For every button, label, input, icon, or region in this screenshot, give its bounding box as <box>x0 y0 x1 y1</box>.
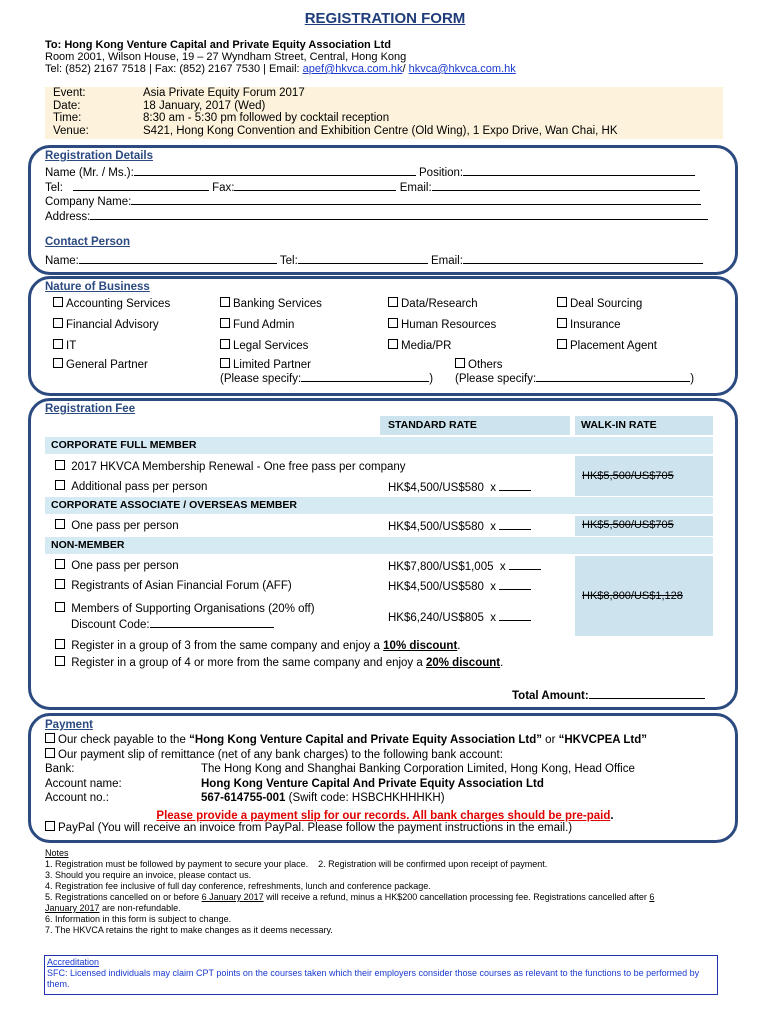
account-name-label: Account name: <box>45 778 122 790</box>
assoc-price: HK$4,500/US$580 x <box>388 519 531 533</box>
checkbox-legal-services[interactable]: Legal Services <box>220 339 308 352</box>
checkbox-icon <box>557 297 567 307</box>
event-info <box>45 87 723 139</box>
company-row: Company Name: <box>45 194 701 208</box>
accreditation-title: Accreditation <box>47 957 100 967</box>
checkbox-icon <box>53 339 63 349</box>
checkbox-icon <box>55 639 65 649</box>
checkbox-icon <box>55 559 65 569</box>
contact-name-field[interactable] <box>79 253 277 264</box>
name-field[interactable] <box>134 165 416 176</box>
checkbox-icon <box>53 318 63 328</box>
checkbox-supporting-orgs[interactable]: Members of Supporting Organisations (20% off) <box>55 602 315 615</box>
checkbox-icon <box>45 821 55 831</box>
address-field[interactable] <box>90 209 708 220</box>
standard-rate-header: STANDARD RATE <box>380 416 570 435</box>
checkbox-icon <box>557 339 567 349</box>
aff-price: HK$4,500/US$580 x <box>388 579 531 593</box>
specify-lp: (Please specify: ) <box>220 373 434 385</box>
checkbox-deal-sourcing[interactable]: Deal Sourcing <box>557 297 642 310</box>
time-label: Time: <box>53 112 82 124</box>
checkbox-aff[interactable]: Registrants of Asian Financial Forum (AFF) <box>55 579 292 592</box>
specify-lp-field[interactable] <box>301 371 429 382</box>
account-name-value: Hong Kong Venture Capital And Private Equity Association Ltd <box>201 778 544 790</box>
payment-warning: Please provide a payment slip for our records. All bank charges should be pre-paid. <box>156 810 614 822</box>
checkbox-human-resources[interactable]: Human Resources <box>388 318 496 331</box>
members-price: HK$6,240/US$805 x <box>388 610 531 624</box>
checkbox-icon <box>53 297 63 307</box>
checkbox-accounting[interactable]: Accounting Services <box>53 297 170 310</box>
additional-price: HK$4,500/US$580 x <box>388 480 531 494</box>
email-link-apef[interactable]: apef@hkvca.com.hk <box>302 63 403 75</box>
discount-code-row: Discount Code: <box>71 617 274 631</box>
checkbox-bank-transfer[interactable]: Our payment slip of remittance (net of any bank charges) to the following bank account: <box>45 748 503 761</box>
account-no-label: Account no.: <box>45 792 109 804</box>
address-row: Address: <box>45 209 708 223</box>
note-3: 3. Should you require an invoice, please contact us. <box>45 870 252 880</box>
note-6: 6. Information in this form is subject to change. <box>45 914 232 924</box>
walkin-price-2: HK$5,500/US$705 <box>582 519 674 531</box>
checkbox-icon <box>388 339 398 349</box>
specify-others-field[interactable] <box>536 371 690 382</box>
checkbox-icon <box>220 297 230 307</box>
checkbox-general-partner[interactable]: General Partner <box>53 358 148 371</box>
checkbox-cheque[interactable]: Our check payable to the “Hong Kong Venture Capital and Private Equity Association Ltd” or “HKVCPEA Ltd” <box>45 733 647 746</box>
nature-of-business-title: Nature of Business <box>45 281 150 293</box>
note-7: 7. The HKVCA retains the right to make changes as it deems necessary. <box>45 925 333 935</box>
checkbox-icon <box>55 519 65 529</box>
nm-price: HK$7,800/US$1,005 x <box>388 559 541 573</box>
note-4: 4. Registration fee inclusive of full day conference, refreshments, lunch and conference package. <box>45 881 431 891</box>
note-1-2: 1. Registration must be followed by payment to secure your place. 2. Registration will be confirmed upon receipt of payment. <box>45 859 548 869</box>
recipient-address: Room 2001, Wilson House, 19 – 27 Wyndham Street, Central, Hong Kong <box>45 51 407 63</box>
checkbox-others[interactable]: Others <box>455 358 503 371</box>
walkin-price-3: HK$8,800/US$1,128 <box>582 590 683 602</box>
checkbox-placement-agent[interactable]: Placement Agent <box>557 339 657 352</box>
total-amount-row: Total Amount: <box>512 688 705 702</box>
notes-title: Notes <box>45 848 69 858</box>
checkbox-icon <box>388 318 398 328</box>
bank-value: The Hong Kong and Shanghai Banking Corporation Limited, Hong Kong, Head Office <box>201 763 635 775</box>
tel-field[interactable] <box>73 180 209 191</box>
checkbox-icon <box>220 339 230 349</box>
qty-field[interactable] <box>499 579 531 590</box>
specify-others: (Please specify: ) <box>455 373 695 385</box>
checkbox-paypal[interactable]: PayPal (You will receive an invoice from PayPal. Please follow the payment instructions in the email.) <box>45 821 572 834</box>
checkbox-icon <box>45 748 55 758</box>
discount-code-field[interactable] <box>150 617 274 628</box>
non-member-band: NON-MEMBER <box>45 537 713 554</box>
checkbox-group-3[interactable]: Register in a group of 3 from the same company and enjoy a 10% discount. <box>55 639 461 652</box>
fax-field[interactable] <box>234 180 396 191</box>
checkbox-icon <box>53 358 63 368</box>
checkbox-financial-advisory[interactable]: Financial Advisory <box>53 318 159 331</box>
recipient-contact: Tel: (852) 2167 7518 | Fax: (852) 2167 7530 | Email: apef@hkvca.com.hk/ hkvca@hkvca.com.hk <box>45 63 516 75</box>
qty-field[interactable] <box>499 519 531 530</box>
checkbox-nm-one-pass[interactable]: One pass per person <box>55 559 179 572</box>
registration-fee-title: Registration Fee <box>45 403 136 415</box>
qty-field[interactable] <box>509 559 541 570</box>
checkbox-additional-pass[interactable]: Additional pass per person <box>55 480 207 493</box>
contact-tel-field[interactable] <box>298 253 428 264</box>
payment-title: Payment <box>45 719 93 731</box>
checkbox-limited-partner[interactable]: Limited Partner <box>220 358 311 371</box>
venue-value: S421, Hong Kong Convention and Exhibition Centre (Old Wing), 1 Expo Drive, Wan Chai, HK <box>143 124 618 137</box>
event-value: Asia Private Equity Forum 2017 <box>143 87 305 99</box>
company-field[interactable] <box>131 194 701 205</box>
checkbox-icon <box>220 318 230 328</box>
contact-person-title: Contact Person <box>45 236 130 248</box>
email-field[interactable] <box>432 180 700 191</box>
email-link-hkvca[interactable]: hkvca@hkvca.com.hk <box>408 63 516 75</box>
recipient: To: Hong Kong Venture Capital and Private Equity Association Ltd <box>45 39 391 51</box>
date-label: Date: <box>53 99 81 112</box>
checkbox-icon <box>557 318 567 328</box>
contact-email-field[interactable] <box>463 253 703 264</box>
checkbox-assoc-one-pass[interactable]: One pass per person <box>55 519 179 532</box>
corp-full-member-band: CORPORATE FULL MEMBER <box>45 437 713 454</box>
checkbox-icon <box>55 480 65 490</box>
checkbox-media-pr[interactable]: Media/PR <box>388 339 452 352</box>
checkbox-icon <box>55 460 65 470</box>
qty-field[interactable] <box>499 480 531 491</box>
event-label: Event: <box>53 87 86 99</box>
checkbox-icon <box>55 656 65 666</box>
tel-row: Tel: Fax: Email: <box>45 180 700 194</box>
note-5: 5. Registrations cancelled on or before 6 January 2017 will receive a refund, minus a HK$200 cancellation processing fee. Registrations cancelled after 6 January 2017 are non-refundable. <box>45 892 655 913</box>
checkbox-icon <box>45 733 55 743</box>
checkbox-icon <box>55 602 65 612</box>
checkbox-renewal[interactable]: 2017 HKVCA Membership Renewal - One free pass per company <box>55 460 406 473</box>
form-title: REGISTRATION FORM <box>304 10 466 27</box>
notes <box>45 848 725 936</box>
checkbox-icon <box>388 297 398 307</box>
contact-row: Name: Tel: Email: <box>45 253 703 267</box>
accreditation-box <box>44 955 718 995</box>
accreditation-text: SFC: Licensed individuals may claim CPT points on the courses taken which their employers consider those courses as relevant to the functions to be performed by them. <box>47 968 700 989</box>
account-no-value: 567-614755-001 (Swift code: HSBCHKHHHKH) <box>201 792 445 804</box>
checkbox-insurance[interactable]: Insurance <box>557 318 621 331</box>
checkbox-icon <box>55 579 65 589</box>
checkbox-data-research[interactable]: Data/Research <box>388 297 478 310</box>
venue-label: Venue: <box>53 124 89 137</box>
walkin-rate-header: WALK-IN RATE <box>575 416 713 435</box>
checkbox-group-4[interactable]: Register in a group of 4 or more from the same company and enjoy a 20% discount. <box>55 656 503 669</box>
total-amount-field[interactable] <box>589 688 705 699</box>
checkbox-icon <box>455 358 465 368</box>
checkbox-fund-admin[interactable]: Fund Admin <box>220 318 294 331</box>
checkbox-it[interactable]: IT <box>53 339 76 352</box>
date-value: 18 January, 2017 (Wed) <box>143 99 266 112</box>
name-row: Name (Mr. / Ms.): Position: <box>45 165 695 179</box>
qty-field[interactable] <box>499 610 531 621</box>
checkbox-banking[interactable]: Banking Services <box>220 297 322 310</box>
walkin-price-1: HK$5,500/US$705 <box>582 470 674 482</box>
corp-associate-band: CORPORATE ASSOCIATE / OVERSEAS MEMBER <box>45 497 713 514</box>
bank-label: Bank: <box>45 763 75 775</box>
checkbox-icon <box>220 358 230 368</box>
registration-details-title: Registration Details <box>45 150 153 162</box>
time-value: 8:30 am - 5:30 pm followed by cocktail reception <box>143 112 390 124</box>
position-field[interactable] <box>463 165 695 176</box>
